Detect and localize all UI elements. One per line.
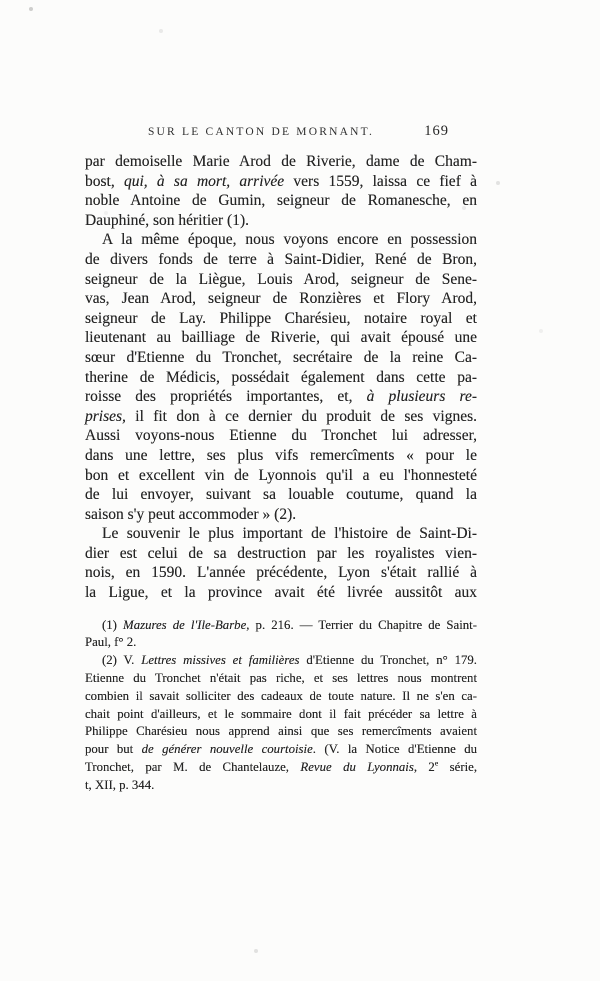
text-line: Philippe Charésieu nous apprend ainsi que ses remercîments avaient (85, 724, 477, 739)
text-line: noble Antoine de Gumin, seigneur de Romanesche, en (85, 192, 477, 210)
text-line: seigneur de Lay. Philippe Charésieu, notaire royal et (85, 309, 477, 327)
text-line: bon et excellent vin de Lyonnois qu'il a eu l'honnesteté (85, 466, 477, 484)
paragraph-3 (85, 524, 477, 602)
text-line: saison s'y peut accommoder » (2). (85, 505, 297, 523)
text-line: sœur d'Etienne du Tronchet, secrétaire de la reine Ca- (85, 348, 477, 366)
text-line: seigneur de la Liègue, Louis Arod, seigneur de Sene- (85, 270, 477, 288)
text-line: pour but de générer nouvelle courtoisie. (V. la Notice d'Etienne du (85, 742, 477, 757)
text-line: nois, en 1590. L'année précédente, Lyon s'était rallié à (85, 564, 477, 582)
text-line: t, XII, p. 344. (85, 777, 155, 792)
footnote-1 (85, 617, 477, 653)
text-line: bost, qui, à sa mort, arrivée vers 1559, laissa ce fief à (85, 172, 477, 190)
text-line: de lui envoyer, suivant sa louable coutume, quand la (85, 486, 477, 504)
footnote-2 (85, 652, 477, 794)
text-line: Etienne du Tronchet n'était pas riche, et ses lettres nous montrent (85, 671, 477, 686)
text-line: (1) Mazures de l'Ile-Barbe, p. 216. — Terrier du Chapitre de Saint- (102, 617, 477, 632)
page-number: 169 (424, 123, 449, 139)
text-line: la Ligue, et la province avait été livrée aussitôt aux (85, 584, 477, 602)
paragraph-1 (85, 152, 477, 230)
text-line: (2) V. Lettres missives et familières d'Etienne du Tronchet, n° 179. (102, 653, 478, 668)
text-line: Tronchet, par M. de Chantelauze, Revue du Lyonnais, 2e série, (85, 758, 478, 775)
text-column (85, 123, 478, 795)
text-line: prises, il fit don à ce dernier du produit de ses vignes. (85, 407, 477, 425)
text-line: Paul, f° 2. (85, 635, 137, 650)
text-line: par demoiselle Marie Arod de Riverie, dame de Cham- (85, 153, 477, 170)
text-line: dans une lettre, ses plus vifs remercîments « pour le (85, 446, 477, 464)
text-line: A la même époque, nous voyons encore en possession (102, 231, 477, 249)
text-line: lieutenant au bailliage de Riverie, qui avait épousé une (85, 329, 477, 347)
text-line: Dauphiné, son héritier (1). (85, 211, 249, 229)
running-title: SUR LE CANTON DE MORNANT. (147, 126, 375, 138)
text-line: chait point d'ailleurs, et le sommaire dont il fait précéder sa lettre à (85, 706, 477, 721)
footnotes (85, 617, 477, 795)
page-header (85, 123, 477, 144)
text-line: roisse des propriétés importantes, et, à plusieurs re- (85, 388, 477, 406)
text-line: dier est celui de sa destruction par les royalistes vien- (85, 544, 477, 562)
text-line: combien il savait solliciter des cadeaux de toute nature. Il ne s'en ca- (85, 688, 477, 703)
scan-speckles (0, 0, 2, 2)
text-line: Aussi voyons-nous Etienne du Tronchet lui adresser, (85, 427, 477, 445)
text-line: Le souvenir le plus important de l'histoire de Saint-Di- (102, 525, 477, 543)
paragraph-2 (85, 230, 477, 524)
text-line: de divers fonds de terre à Saint-Didier, René de Bron, (85, 250, 477, 268)
text-line: vas, Jean Arod, seigneur de Ronzières et Flory Arod, (85, 290, 477, 308)
body-text (85, 152, 477, 603)
text-line: therine de Médicis, possédait également dans cette pa- (85, 368, 477, 386)
